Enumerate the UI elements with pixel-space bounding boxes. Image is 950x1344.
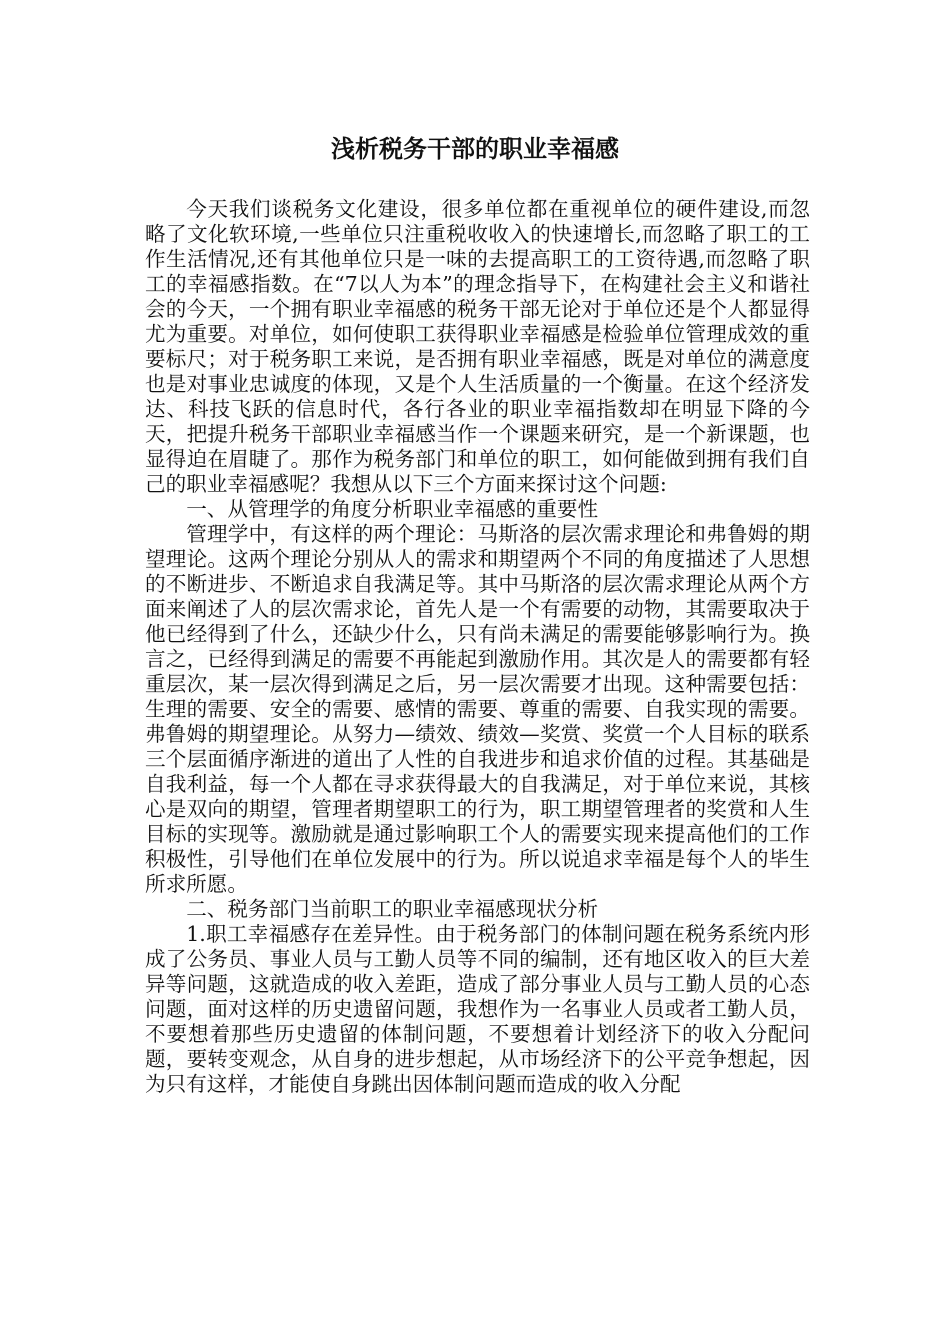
section-2-paragraph: 1.职工幸福感存在差异性。由于税务部门的体制问题在税务系统内形成了公务员、事业人员与工勤人员等不同的编制，还有地区收入的巨大差异等问题，这就造成的收入差距，造成了部分事业人员与工勤人员的心态问题，面对这样的历史遗留问题，我想作为一名事业人员或者工勤人员，不要想着那些历史遗留的体制问题，不要想着计划经济下的收入分配问题，要转变观念，从自身的进步想起，从市场经济下的公平竞争想起，因为只有这样，才能使自身跳出因体制问题而造成的收入分配 <box>145 922 810 1096</box>
document-title: 浅析税务干部的职业幸福感 <box>331 134 619 163</box>
document-body <box>145 197 810 1097</box>
section-heading-1: 一、从管理学的角度分析职业幸福感的重要性 <box>186 497 599 521</box>
section-1-paragraph: 管理学中，有这样的两个理论：马斯洛的层次需求理论和弗鲁姆的期望理论。这两个理论分别从人的需求和期望两个不同的角度描述了人思想的不断进步、不断追求自我满足等。其中马斯洛的层次需求理论从两个方面来阐述了人的层次需求论，首先人是一个有需要的动物，其需要取决于他已经得到了什么，还缺少什么，只有尚未满足的需要能够影响行为。换言之，已经得到满足的需要不再能起到激励作用。其次是人的需要都有轻重层次，某一层次得到满足之后，另一层次需要才出现。这种需要包括：生理的需要、安全的需要、感情的需要、尊重的需要、自我实现的需要。弗鲁姆的期望理论。从努力—绩效、绩效—奖赏、奖赏一个人目标的联系三个层面循序渐进的道出了人性的自我进步和追求价值的过程。其基础是自我利益，每一个人都在寻求获得最大的自我满足，对于单位来说，其核心是双向的期望，管理者期望职工的行为，职工期望管理者的奖赏和人生目标的实现等。激励就是通过影响职工个人的需要实现来提高他们的工作积极性，引导他们在单位发展中的行为。所以说追求幸福是每个人的毕生所求所愿。 <box>145 522 810 896</box>
section-heading-2: 二、税务部门当前职工的职业幸福感现状分析 <box>186 897 599 921</box>
intro-paragraph: 今天我们谈税务文化建设，很多单位都在重视单位的硬件建设,而忽略了文化软环境,一些单位只注重税收收入的快速增长,而忽略了职工的工作生活情况,还有其他单位只是一味的去提高职工的工资待遇,而忽略了职工的幸福感指数。在“7以人为本”的理念指导下，在构建社会主义和谐社会的今天，一个拥有职业幸福感的税务干部无论对于单位还是个人都显得尤为重要。对单位，如何使职工获得职业幸福感是检验单位管理成效的重要标尺；对于税务职工来说，是否拥有职业幸福感，既是对单位的满意度也是对事业忠诚度的体现，又是个人生活质量的一个衡量。在这个经济发达、科技飞跃的信息时代，各行各业的职业幸福指数却在明显下降的今天，把提升税务干部职业幸福感当作一个课题来研究，是一个新课题，也显得迫在眉睫了。那作为税务部门和单位的职工，如何能做到拥有我们自己的职业幸福感呢？我想从以下三个方面来探讨这个问题: <box>145 197 810 496</box>
